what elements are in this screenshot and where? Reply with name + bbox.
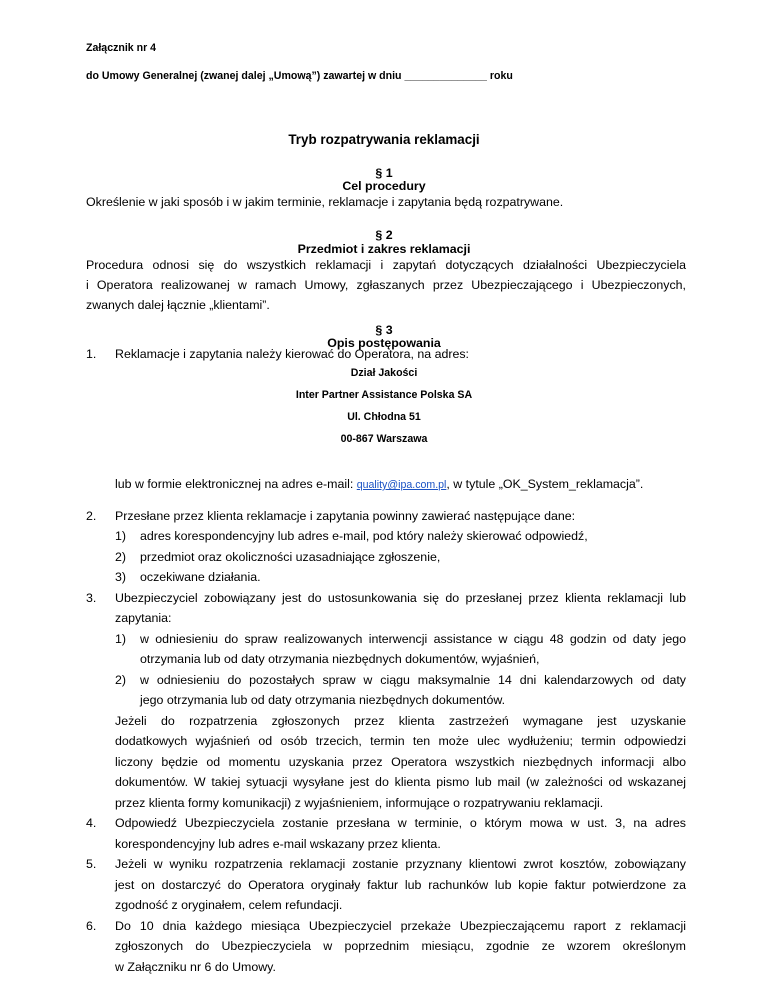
section-2-mark: § 2 xyxy=(375,228,393,242)
subitem-text: adres korespondencyjny lub adres e-mail, pod który należy skierować odpowiedź, xyxy=(140,529,588,543)
item-number: 1. xyxy=(86,347,97,361)
subitem-number: 2) xyxy=(115,550,127,564)
address-street: Ul. Chłodna 51 xyxy=(347,411,421,423)
email-line xyxy=(115,474,686,496)
item-3-paragraph-line: Jeżeli do rozpatrzenia zgłoszonych przez klienta zastrzeżeń wymagane jest uzyskanie xyxy=(115,714,686,728)
item-3-paragraph-line: dodatkowych wyjaśnień od osób trzecich, termin ten może ulec wydłużeniu; termin odpowiedzi xyxy=(115,734,686,748)
item-6-line: Do 10 dnia każdego miesiąca Ubezpieczyciel przekaże Ubezpieczającemu raport z reklamacji xyxy=(115,919,686,933)
section-2-line: i Operatora realizowanej w ramach Umowy, zgłaszanych przez Ubezpieczającego i Ubezpieczonych, xyxy=(86,278,686,292)
item-4-line: korespondencyjny lub adres e-mail wskazany przez klienta. xyxy=(115,837,441,851)
item-number: 3. xyxy=(86,591,97,605)
section-3-heading: Opis postępowania xyxy=(327,336,441,350)
item-6-line: zgłoszonych do Ubezpieczyciela w poprzednim miesiącu, zgodnie ze wzorem określonym xyxy=(115,939,686,953)
section-1-heading: Cel procedury xyxy=(342,179,426,193)
item-1-text: Reklamacje i zapytania należy kierować do Operatora, na adres: xyxy=(115,347,470,361)
subitem-text: oczekiwane działania. xyxy=(140,570,261,584)
item-5-line: jest on dostarczyć do Operatora oryginały faktur lub rachunków lub kopie faktur potwierdzone za xyxy=(115,878,686,892)
email-suffix: , w tytule „OK_System_reklamacja”. xyxy=(446,477,644,491)
subitem-line: w odniesieniu do spraw realizowanych interwencji assistance w ciągu 48 godzin od daty jego xyxy=(140,632,686,646)
subitem-line: otrzymania lub od daty otrzymania niezbędnych dokumentów, wyjaśnień, xyxy=(140,652,540,666)
item-number: 6. xyxy=(86,919,97,933)
subitem-text: przedmiot oraz okoliczności uzasadniające zgłoszenie, xyxy=(140,550,441,564)
subitem-number: 1) xyxy=(115,632,127,646)
item-number: 5. xyxy=(86,857,97,871)
address-company: Inter Partner Assistance Polska SA xyxy=(295,389,473,401)
item-3-line: Ubezpieczyciel zobowiązany jest do ustosunkowania się do przesłanej przez klienta reklamacji lub xyxy=(115,591,686,605)
agreement-line: do Umowy Generalnej (zwanej dalej „Umową”) zawartej w dniu ______________ roku xyxy=(86,70,513,82)
item-3-paragraph-line: liczony będzie od momentu uzyskania przez Operatora wszystkich niezbędnych informacji albo xyxy=(115,755,686,769)
section-2-line: zwanych dalej łącznie „klientami”. xyxy=(86,298,270,312)
item-number: 2. xyxy=(86,509,97,523)
email-link[interactable]: quality@ipa.com.pl xyxy=(356,479,447,491)
item-3-line: zapytania: xyxy=(115,611,172,625)
subitem-line: jego otrzymania lub od daty otrzymania niezbędnych dokumentów. xyxy=(140,693,506,707)
section-2-heading: Przedmiot i zakres reklamacji xyxy=(297,242,471,256)
address-city: 00-867 Warszawa xyxy=(340,433,428,445)
email-prefix: lub w formie elektronicznej na adres e-mail: xyxy=(115,477,357,491)
item-3-paragraph-line: dokumentów. W takiej sytuacji wysyłane jest do klienta pismo lub mail (w zależności od wskazanej xyxy=(115,775,686,789)
section-2-line: Procedura odnosi się do wszystkich reklamacji i zapytań dotyczących działalności Ubezpieczyciela xyxy=(86,258,686,272)
item-6-line: w Załączniku nr 6 do Umowy. xyxy=(115,960,276,974)
subitem-line: w odniesieniu do pozostałych spraw w ciągu maksymalnie 14 dni kalendarzowych od daty xyxy=(140,673,686,687)
annex-label: Załącznik nr 4 xyxy=(86,42,157,54)
item-3-paragraph-line: przez klienta formy komunikacji) z wyjaśnieniem, informujące o rozpatrywaniu reklamacji. xyxy=(115,796,604,810)
item-number: 4. xyxy=(86,816,97,830)
address-department: Dział Jakości xyxy=(350,367,418,379)
subitem-number: 1) xyxy=(115,529,127,543)
item-5-line: zgodność z oryginałem, celem refundacji. xyxy=(115,898,343,912)
subitem-number: 2) xyxy=(115,673,127,687)
section-1-mark: § 1 xyxy=(375,166,393,180)
section-1-text: Określenie w jaki sposób i w jakim terminie, reklamacje i zapytania będą rozpatrywane. xyxy=(86,195,564,209)
section-3-mark: § 3 xyxy=(375,323,393,337)
document-title: Tryb rozpatrywania reklamacji xyxy=(288,132,480,147)
subitem-number: 3) xyxy=(115,570,127,584)
item-2-text: Przesłane przez klienta reklamacje i zapytania powinny zawierać następujące dane: xyxy=(115,509,576,523)
item-5-line: Jeżeli w wyniku rozpatrzenia reklamacji zostanie przyznany klientowi zwrot kosztów, zobowiązany xyxy=(115,857,686,871)
item-4-line: Odpowiedź Ubezpieczyciela zostanie przesłana w terminie, o którym mowa w ust. 3, na adres xyxy=(115,816,686,830)
